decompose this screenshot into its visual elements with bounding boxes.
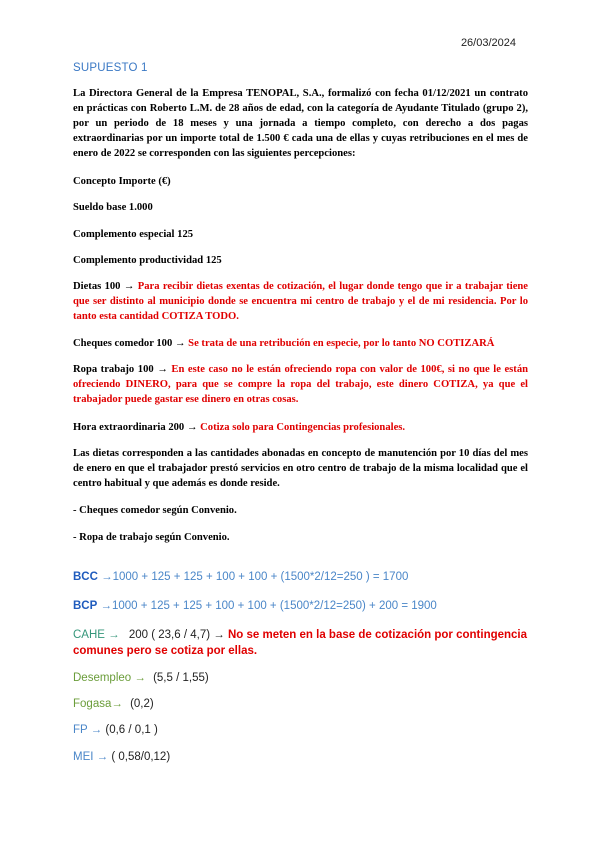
concept-header: Concepto Importe (€) xyxy=(73,176,171,187)
fogasa-label: Fogasa→ xyxy=(73,698,123,710)
desempleo-value: (5,5 / 1,55) xyxy=(153,672,209,684)
formula-mei xyxy=(73,750,533,766)
item-hora-note: Cotiza solo para Contingencias profesionales. xyxy=(200,422,406,433)
intro-paragraph: La Directora General de la Empresa TENOPAL, S.A., formalizó con fecha 01/12/2021 un contrato en prácticas con Roberto L.M. de 28 años de edad, con la categoría de Ayudante Titulado (grupo 2), por un periodo de 18 meses y una jornada a tiempo completo, con derecho a dos pagas extraordinarias por un importe total de 1.500 € cada una de ellas y cuyas retribuciones en el mes de enero de 2022 se corresponden con las siguientes percepciones: xyxy=(73,88,528,159)
fp-value: (0,6 / 0,1 ) xyxy=(105,724,158,736)
item-cheques-note: Se trata de una retribución en especie, por lo tanto NO COTIZARÁ xyxy=(188,338,495,349)
item-cheques xyxy=(73,336,528,351)
bcc-value: →1000 + 125 + 125 + 100 + 100 + (1500*2/12=250 ) = 1700 xyxy=(101,571,409,583)
concept-productividad: Complemento productividad 125 xyxy=(73,255,222,266)
fp-label: FP → xyxy=(73,724,103,736)
formula-desempleo xyxy=(73,671,533,687)
bcc-label: BCC xyxy=(73,571,98,583)
item-ropa-note: En este caso no le están ofreciendo ropa con valor de 100€, si no que le están ofreciendo DINERO, para que se compre la ropa del trabajo, este dinero COTIZA, ya que el trabajador puede gastar ese dinero en otras cosas. xyxy=(73,364,529,405)
item-dietas-note: Para recibir dietas exentas de cotización, el lugar donde tengo que ir a trabajar tiene que ser distinto al municipio donde se encuentra mi centro de trabajo y el de mi residencia. Por lo tanto esta cantidad COTIZA TODO. xyxy=(73,281,528,322)
formula-fogasa xyxy=(73,697,533,713)
dietas-paragraph: Las dietas corresponden a las cantidades abonadas en concepto de manutención por 10 días del mes de enero en que el trabajador prestó servicios en otro centro de trabajo de la misma localidad que el centro habitual y que además es donde reside. xyxy=(73,448,528,489)
concept-especial: Complemento especial 125 xyxy=(73,229,194,240)
item-dietas xyxy=(73,279,528,324)
formula-bcc xyxy=(73,570,533,586)
item-hora-extra xyxy=(73,420,528,435)
desempleo-label: Desempleo → xyxy=(73,672,146,684)
bcp-value: →1000 + 125 + 125 + 100 + 100 + (1500*2/12=250) + 200 = 1900 xyxy=(100,600,437,612)
fogasa-value: (0,2) xyxy=(130,698,154,710)
formula-cahe xyxy=(73,628,533,659)
page-title: SUPUESTO 1 xyxy=(73,62,148,74)
bcp-label: BCP xyxy=(73,600,98,612)
formula-bcp xyxy=(73,599,533,615)
formula-fp xyxy=(73,723,533,739)
cahe-label: CAHE → xyxy=(73,629,120,641)
item-ropa xyxy=(73,362,528,407)
note-ropa: - Ropa de trabajo según Convenio. xyxy=(73,532,230,543)
item-hora-label: Hora extraordinaria 200 → xyxy=(73,422,198,433)
item-cheques-label: Cheques comedor 100 → xyxy=(73,338,186,349)
concept-sueldo: Sueldo base 1.000 xyxy=(73,202,153,213)
cahe-value: 200 ( 23,6 / 4,7) → xyxy=(128,629,225,641)
mei-value: ( 0,58/0,12) xyxy=(111,751,171,763)
item-ropa-label: Ropa trabajo 100 → xyxy=(73,364,168,375)
note-cheques: - Cheques comedor según Convenio. xyxy=(73,505,237,516)
cahe-note: No se meten en la base de cotización por contingencia comunes pero se cotiza por ellas. xyxy=(73,629,528,657)
document-date: 26/03/2024 xyxy=(460,37,516,49)
item-dietas-label: Dietas 100 → xyxy=(73,281,135,292)
mei-label: MEI → xyxy=(73,751,109,763)
